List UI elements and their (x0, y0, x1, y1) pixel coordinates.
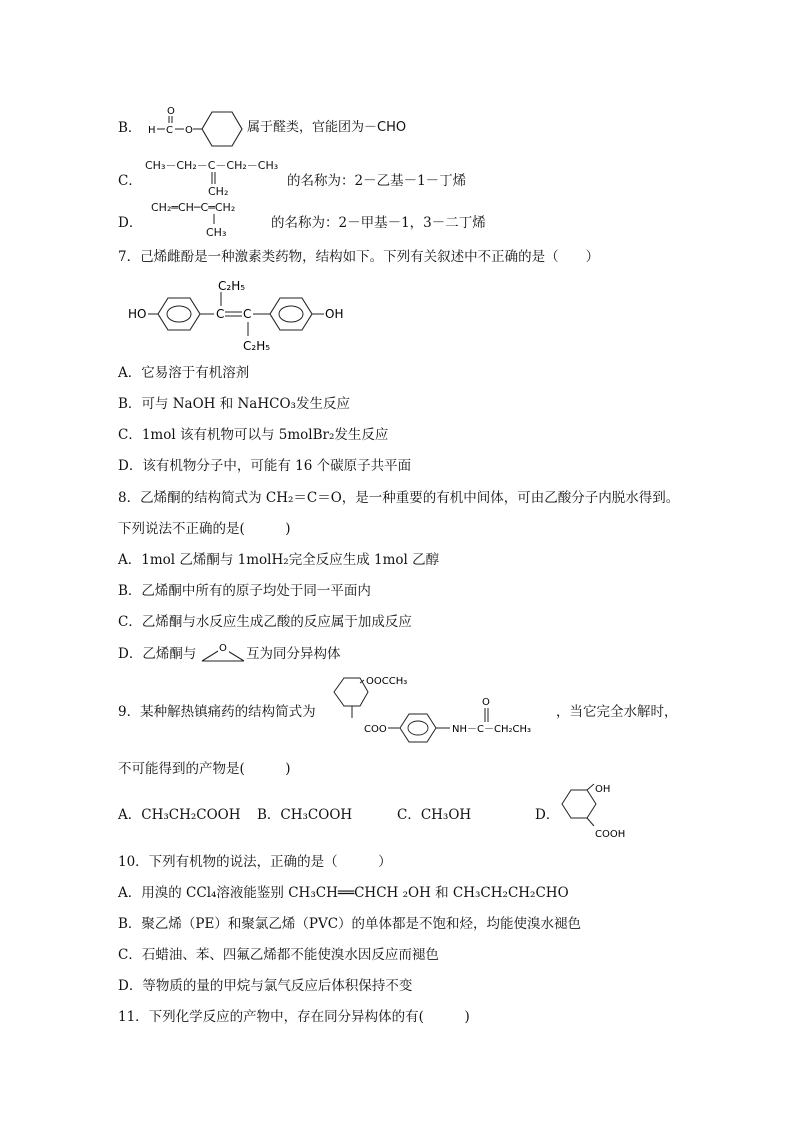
struct-label-amide-o: O (482, 697, 490, 708)
struct-label-oh: OH (325, 307, 344, 321)
question-7-option-b: B．可与 NaOH 和 NaHCO₃发生反应 (118, 396, 350, 412)
option-6c-letter: C． (118, 173, 142, 189)
analgesic-structure (328, 678, 550, 742)
diethylstilbestrol-structure (128, 276, 358, 356)
option-6d-structure-bottom: CH₃ (206, 226, 227, 239)
question-10-option-a: A．用溴的 CCl₄溶液能鉴别 CH₃CH══CHCH ₂OH 和 CH₃CH₂CH₂CHO (118, 885, 569, 901)
question-10-stem: 10．下列有机物的说法，正确的是（ ） (118, 854, 392, 870)
option-6c-text: 的名称为：2－乙基－1－丁烯 (287, 173, 467, 189)
question-9-stem-suffix: ，当它完全水解时， (556, 704, 678, 720)
option-6d-structure-top: CH₂═CH─C═CH₂ (151, 201, 236, 214)
struct-label-acetoxy: OOCCH₃ (366, 676, 408, 687)
question-10-option-d: D．等物质的量的甲烷与氯气反应后体积保持不变 (118, 978, 413, 994)
struct-label-amide: NH－C－CH₂CH₃ (452, 724, 532, 735)
option-6c-structure-bottom: CH₂ (208, 185, 229, 198)
struct-label-c: C (166, 125, 173, 136)
option-6b-letter: B． (118, 120, 142, 136)
epoxide-structure (200, 640, 246, 664)
question-8-option-d-prefix: D．乙烯酮与 (118, 646, 197, 662)
option-6c-structure-top: CH₃－CH₂－C－CH₂－CH₃ (145, 159, 279, 172)
question-10-option-c: C．石蜡油、苯、四氟乙烯都不能使溴水因反应而褪色 (118, 947, 439, 963)
question-9-option-a: A．CH₃CH₂COOH (118, 807, 241, 823)
struct-label-c-right: C (243, 307, 252, 321)
option-6b-text: 属于醛类，官能团为－CHO (247, 120, 407, 135)
question-7-stem: 7．己烯雌酚是一种激素类药物，结构如下。下列有关叙述中不正确的是（ ） (118, 249, 600, 265)
option-6c-double-bond (210, 172, 220, 186)
question-8-stem-line2: 下列说法不正确的是( ) (118, 521, 291, 537)
question-9-stem-prefix: 9．某种解热镇痛药的结构简式为 (118, 704, 316, 720)
question-7-option-c: C．1mol 该有机物可以与 5molBr₂发生反应 (118, 427, 389, 443)
question-11-stem: 11．下列化学反应的产物中，存在同分异构体的有( ) (118, 1009, 470, 1025)
option-6d-methyl-bond (212, 214, 218, 226)
question-9-stem-line2: 不可能得到的产物是( ) (118, 761, 291, 777)
question-8-option-c: C．乙烯酮与水反应生成乙酸的反应属于加成反应 (118, 614, 412, 630)
struct-label-ethyl-bottom: C₂H₅ (243, 339, 271, 353)
struct-label-ethyl-top: C₂H₅ (218, 279, 246, 293)
question-10-option-b: B．聚乙烯（PE）和聚氯乙烯（PVC）的单体都是不饱和烃，均能使溴水褪色 (118, 916, 582, 932)
question-8-option-b: B．乙烯酮中所有的原子均处于同一平面内 (118, 583, 371, 599)
struct-label-oh: OH (595, 784, 611, 795)
question-9-option-b: B．CH₃COOH (257, 807, 353, 823)
option-6d-text: 的名称为：2－甲基－1，3－二丁烯 (271, 215, 486, 231)
struct-label-c-left: C (216, 307, 225, 321)
struct-label-coo: COO (364, 724, 387, 735)
struct-label-cooh: COOH (595, 829, 626, 840)
struct-label-ho: HO (128, 307, 147, 321)
question-7-option-a: A．它易溶于有机溶剂 (118, 365, 250, 381)
epoxide-o-label: O (219, 643, 227, 654)
question-8-option-d-suffix: 互为同分异构体 (246, 646, 341, 662)
question-9-option-c: C．CH₃OH (397, 807, 472, 823)
question-8-stem-line1: 8．乙烯酮的结构简式为 CH₂＝C＝O，是一种重要的有机中间体，可由乙酸分子内脱水得到。 (118, 490, 680, 506)
salicylic-acid-structure (558, 782, 638, 842)
question-7-option-d: D．该有机物分子中，可能有 16 个碳原子共平面 (118, 458, 412, 474)
question-8-option-a: A．1mol 乙烯酮与 1molH₂完全反应生成 1mol 乙醇 (118, 552, 440, 568)
struct-label-o-top: O (167, 106, 175, 117)
formate-ester-structure (148, 104, 248, 144)
struct-label-o-link: O (185, 125, 193, 136)
question-9-option-d: D． (535, 807, 560, 823)
struct-label-h: H (148, 125, 156, 136)
option-6d-letter: D． (118, 215, 143, 231)
